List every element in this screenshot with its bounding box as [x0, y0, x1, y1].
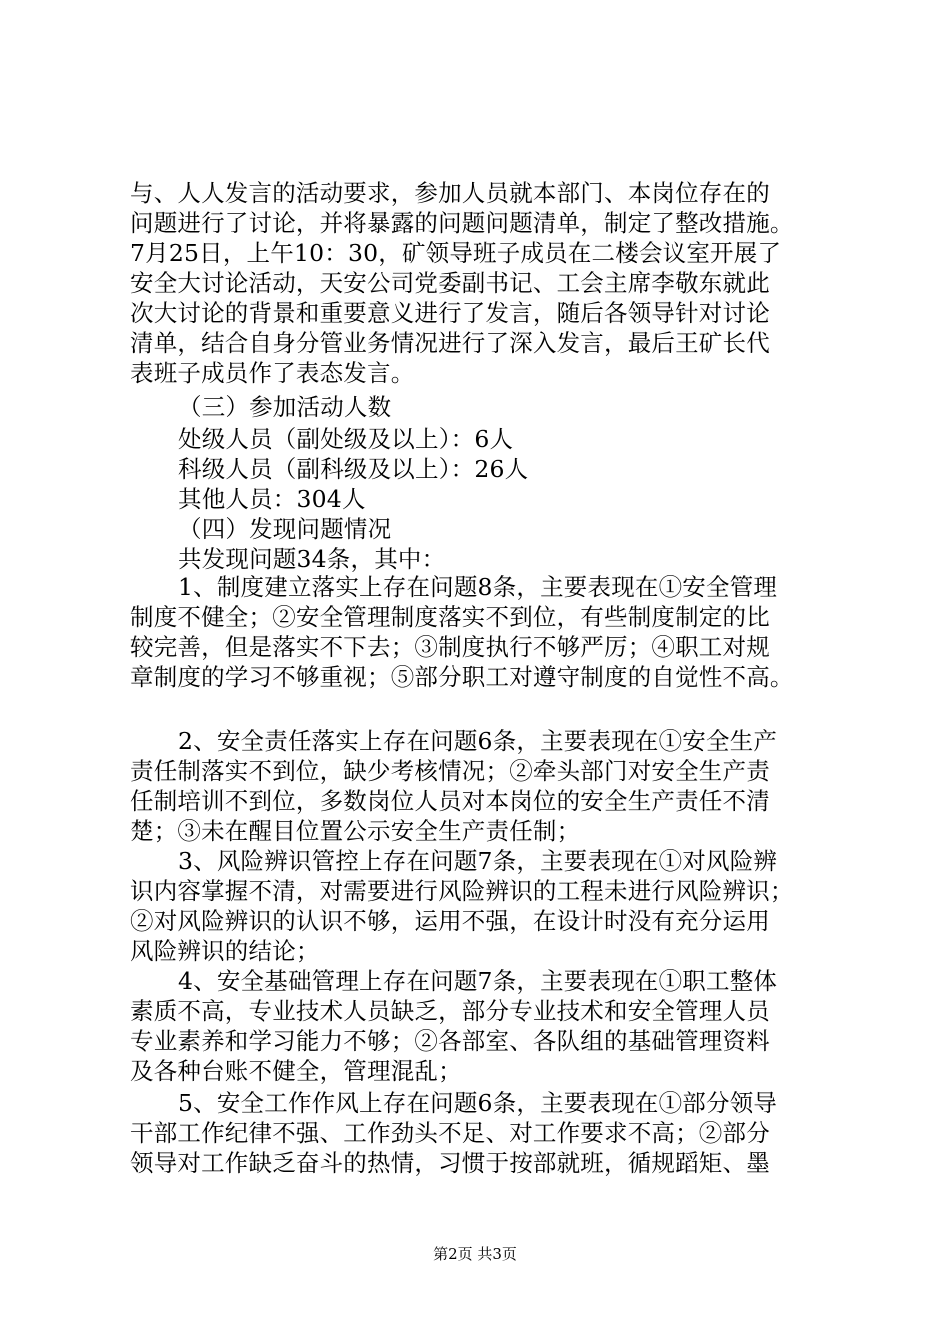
text-line: 较完善，但是落实不下去；③制度执行不够严厉；④职工对规 [130, 633, 770, 661]
text-line: 安全大讨论活动，天安公司党委副书记、工会主席李敬东就此 [130, 269, 770, 297]
text-line: 1、制度建立落实上存在问题8条，主要表现在①安全管理 [178, 573, 778, 601]
section-heading: （三）参加活动人数 [178, 393, 392, 421]
text-line: ②对风险辨识的认识不够，运用不强，在设计时没有充分运用 [130, 907, 770, 935]
text-line: 楚；③未在醒目位置公示安全生产责任制； [130, 817, 581, 845]
text-line: 5、安全工作作风上存在问题6条，主要表现在①部分领导 [178, 1089, 778, 1117]
text-line: 制度不健全；②安全管理制度落实不到位，有些制度制定的比 [130, 603, 770, 631]
text-line: 次大讨论的背景和重要意义进行了发言，随后各领导针对讨论 [130, 299, 770, 327]
text-line: 7月25日，上午10：30，矿领导班子成员在二楼会议室开展了 [130, 239, 782, 267]
text-line: 4、安全基础管理上存在问题7条，主要表现在①职工整体 [178, 967, 778, 995]
text-line: 清单，结合自身分管业务情况进行了深入发言，最后王矿长代 [130, 329, 770, 357]
text-line: 素质不高，专业技术人员缺乏，部分专业技术和安全管理人员 [130, 997, 770, 1025]
text-line: 任制培训不到位，多数岗位人员对本岗位的安全生产责任不清 [130, 787, 770, 815]
text-line: 其他人员：304人 [178, 485, 366, 513]
text-line: 科级人员（副科级及以上）：26人 [178, 455, 529, 483]
text-line: 问题进行了讨论，并将暴露的问题问题清单，制定了整改措施。 [130, 209, 794, 237]
text-line: 识内容掌握不清，对需要进行风险辨识的工程未进行风险辨识； [130, 877, 794, 905]
text-line: 干部工作纪律不强、工作劲头不足、对工作要求不高；②部分 [130, 1119, 770, 1147]
text-line: 专业素养和学习能力不够；②各部室、各队组的基础管理资料 [130, 1027, 770, 1055]
text-line: 风险辨识的结论； [130, 937, 320, 965]
text-line: 共发现问题34条，其中： [178, 545, 446, 573]
text-line: 领导对工作缺乏奋斗的热情，习惯于按部就班，循规蹈矩、墨 [130, 1149, 770, 1177]
text-line: 2、安全责任落实上存在问题6条，主要表现在①安全生产 [178, 727, 778, 755]
section-heading: （四）发现问题情况 [178, 515, 392, 543]
text-line: 责任制落实不到位，缺少考核情况；②牵头部门对安全生产责 [130, 757, 770, 785]
text-line: 表班子成员作了表态发言。 [130, 359, 415, 387]
text-line: 处级人员（副处级及以上）：6人 [178, 425, 514, 453]
page-footer: 第2页 共3页 [433, 1245, 517, 1263]
text-line: 3、风险辨识管控上存在问题7条，主要表现在①对风险辨 [178, 847, 778, 875]
text-line: 与、人人发言的活动要求，参加人员就本部门、本岗位存在的 [130, 179, 770, 207]
text-line: 章制度的学习不够重视；⑤部分职工对遵守制度的自觉性不高。 [130, 663, 794, 691]
text-line: 及各种台账不健全，管理混乱； [130, 1057, 462, 1085]
